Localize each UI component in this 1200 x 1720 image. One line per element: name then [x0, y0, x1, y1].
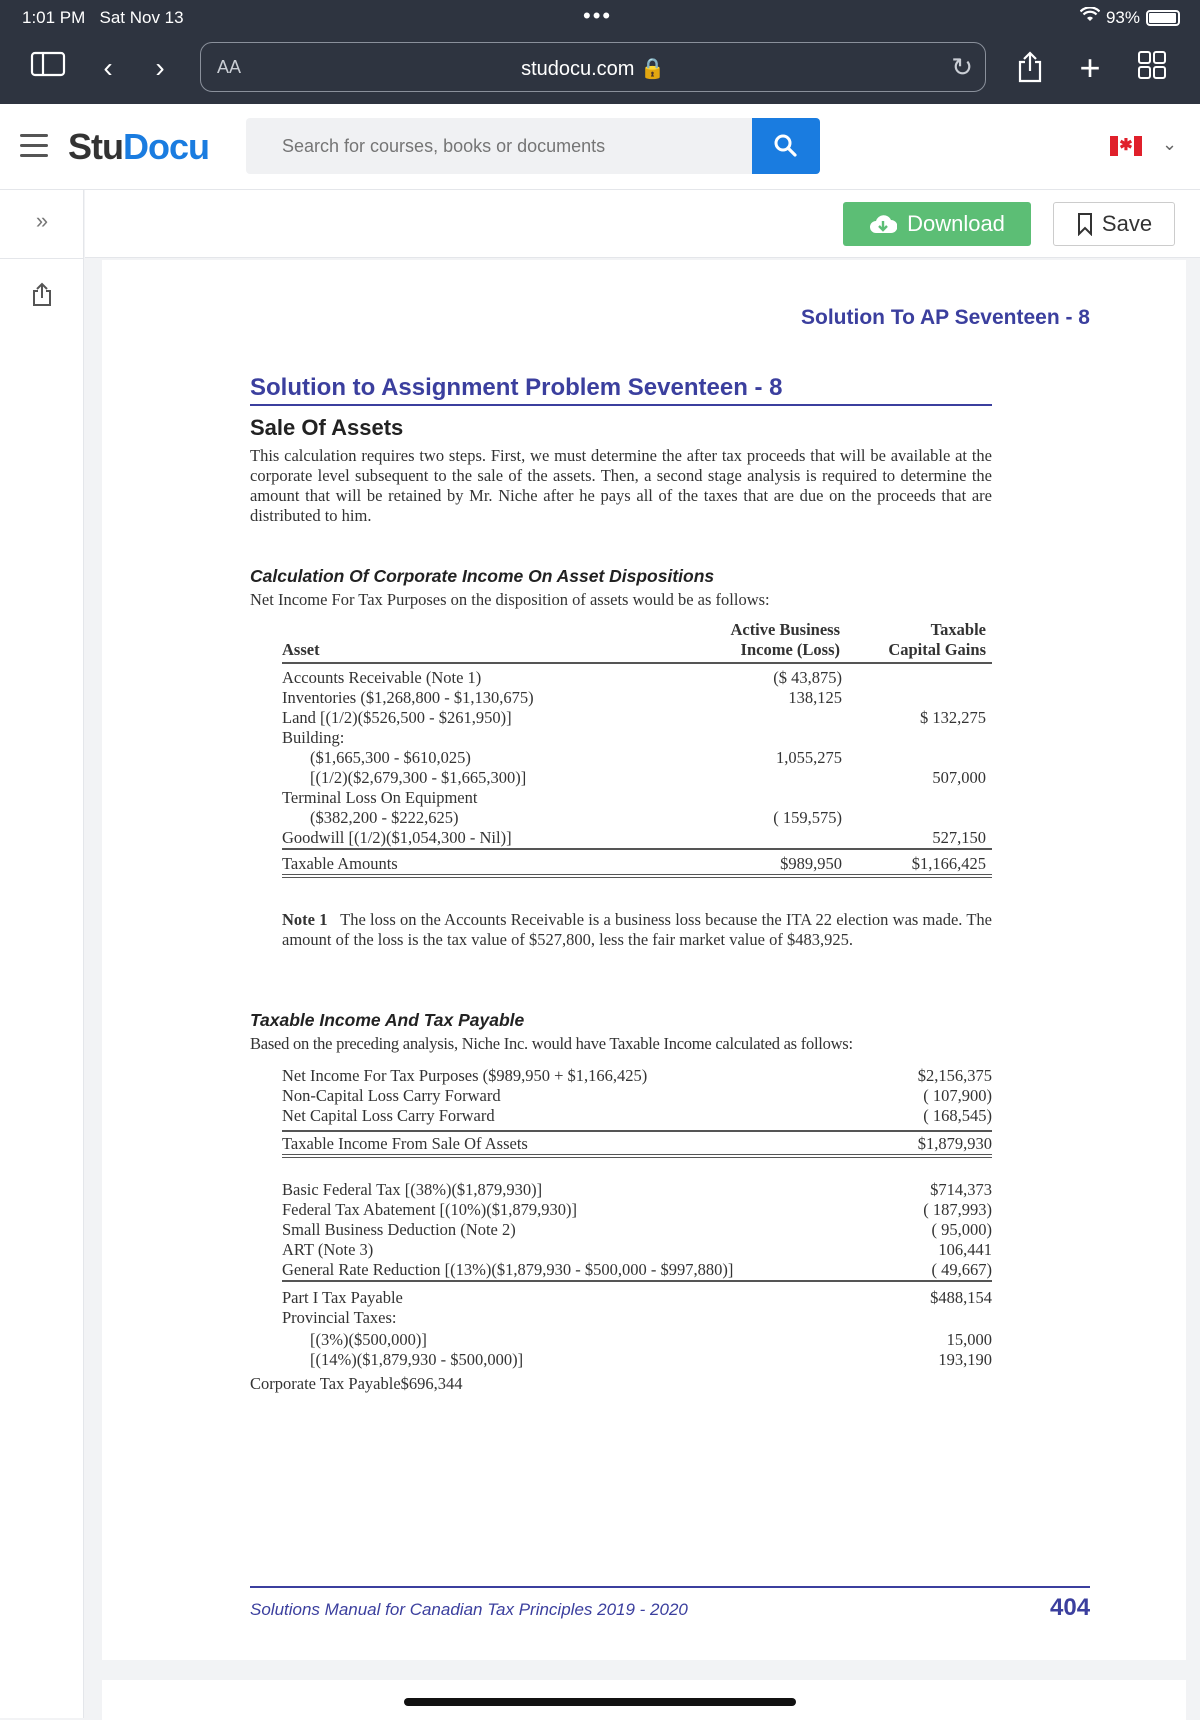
footer-rule [250, 1586, 1090, 1588]
amount-cell: ( 187,993) [923, 1200, 992, 1219]
table-header-active-business: Active Business Income (Loss) [730, 620, 840, 659]
table-row [310, 1350, 992, 1370]
bookmark-icon [1076, 212, 1094, 236]
share-icon[interactable] [1010, 50, 1050, 93]
battery-icon [1146, 10, 1180, 26]
table-row [282, 688, 992, 708]
table-total-rule [282, 848, 992, 850]
section-heading: Sale Of Assets [250, 415, 404, 440]
table-header-asset: Asset [282, 640, 320, 659]
section-heading-taxable-income: Taxable Income And Tax Payable [250, 1010, 525, 1030]
download-button[interactable] [843, 202, 1031, 246]
total-capital-gains: $1,166,425 [911, 854, 986, 873]
table-row [310, 748, 992, 768]
amount-cell: ( 107,900) [923, 1086, 992, 1105]
document-action-bar [85, 190, 1200, 258]
table-total-row [282, 854, 992, 874]
taxable-income-total-row [282, 1134, 992, 1154]
table-row [282, 708, 992, 728]
row-label: Inventories ($1,268,800 - $1,130,675) [282, 688, 534, 707]
expand-sidebar-icon[interactable]: » [35, 208, 49, 233]
amount-cell: ( 49,667) [931, 1260, 992, 1279]
search-box [246, 118, 752, 174]
menu-icon[interactable] [20, 134, 48, 158]
document-page [102, 260, 1186, 1660]
intro-paragraph: This calculation requires two steps. First, we must determine the after tax proceeds that will be available at the corporate level subsequent to the sale of the assets. Then, a second stage analysis is required to determine the amount that will be retained by Mr. Niche after he pays all of the taxes that are due on the proceeds that are distributed to him. [250, 446, 992, 525]
chevron-down-icon[interactable]: ⌄ [1162, 134, 1178, 154]
row-label: Net Income For Tax Purposes ($989,950 + $1,166,425) [282, 1066, 648, 1085]
row-label: Goodwill [(1/2)($1,054,300 - Nil)] [282, 828, 512, 847]
save-label: Save [1101, 211, 1153, 236]
row-label: [(1/2)($2,679,300 - $1,665,300)] [310, 768, 527, 787]
download-label: Download [907, 211, 1005, 236]
row-label: Small Business Deduction (Note 2) [282, 1220, 516, 1239]
ios-status-bar [0, 0, 1200, 36]
table-row [282, 1260, 992, 1280]
table-row [282, 828, 992, 848]
amount-cell: 106,441 [938, 1240, 992, 1259]
row-label: [(14%)($1,879,930 - $500,000)] [310, 1350, 524, 1369]
table-row [282, 1200, 992, 1220]
amount-cell: $488,154 [930, 1288, 992, 1307]
row-label: Land [(1/2)($526,500 - $261,950)] [282, 708, 512, 727]
cloud-download-icon [869, 213, 897, 235]
tabs-overview-icon[interactable] [1132, 50, 1172, 89]
row-label: ART (Note 3) [282, 1240, 374, 1259]
taxable-income-total-label: Taxable Income From Sale Of Assets [282, 1134, 528, 1153]
total-label: Taxable Amounts [282, 854, 398, 873]
back-icon[interactable]: ‹ [103, 52, 113, 83]
capital-gains-cell: $ 132,275 [920, 708, 986, 727]
corporate-tax-payable: Corporate Tax Payable$696,344 [250, 1374, 463, 1393]
multitasking-dots-icon[interactable]: ••• [583, 3, 613, 28]
reader-options-button[interactable]: AA [217, 57, 242, 77]
table-row [310, 768, 992, 788]
row-label: General Rate Reduction [(13%)($1,879,930 - $500,000 - $997,880)] [282, 1260, 734, 1279]
table-row [282, 1066, 992, 1086]
active-business-cell: ( 159,575) [773, 808, 842, 827]
page-number: 404 [1050, 1594, 1091, 1621]
url-text: studocu.com 🔒 [521, 58, 665, 80]
row-label: Provincial Taxes: [282, 1308, 397, 1327]
search-input[interactable] [246, 118, 752, 174]
table-row [282, 788, 992, 808]
lock-icon: 🔒 [640, 58, 665, 80]
row-label: [(3%)($500,000)] [310, 1330, 427, 1349]
table-row [310, 1330, 992, 1350]
table-row [282, 1180, 992, 1200]
save-button[interactable] [1053, 202, 1175, 246]
table-row [282, 1240, 992, 1260]
row-label: ($382,200 - $222,625) [310, 808, 459, 827]
active-business-cell: 138,125 [788, 688, 842, 707]
table-row [310, 808, 992, 828]
row-label: Basic Federal Tax [(38%)($1,879,930)] [282, 1180, 543, 1199]
row-label: Non-Capital Loss Carry Forward [282, 1086, 501, 1105]
forward-icon[interactable]: › [155, 52, 165, 83]
table-row [282, 1308, 992, 1328]
left-sidebar [0, 190, 84, 1718]
row-label: Building: [282, 728, 345, 747]
studocu-logo[interactable]: StuDocu [68, 126, 209, 167]
amount-cell: $714,373 [930, 1180, 992, 1199]
table-header-capital-gains: Taxable Capital Gains [888, 620, 986, 659]
note-1 [282, 910, 992, 950]
table-row [282, 668, 992, 688]
amount-cell: ( 95,000) [931, 1220, 992, 1239]
active-business-cell: ($ 43,875) [773, 668, 842, 687]
share-document-icon[interactable] [0, 282, 84, 315]
note-1-label: Note 1 [282, 910, 328, 929]
capital-gains-cell: 507,000 [932, 768, 986, 787]
table-row [282, 1220, 992, 1240]
taxable-income-rule [282, 1130, 992, 1132]
table-row [282, 1086, 992, 1106]
page-title: Solution to Assignment Problem Seventeen - 8 [250, 374, 992, 406]
amount-cell: 15,000 [946, 1330, 992, 1349]
browser-toolbar [0, 36, 1200, 104]
address-bar[interactable] [200, 42, 986, 92]
document-content [250, 260, 1090, 1660]
search-icon [773, 133, 799, 159]
sidebar-toggle-icon[interactable] [28, 50, 68, 87]
note-1-text: The loss on the Accounts Receivable is a business loss because the ITA 22 election was made. The amount of the loss is the tax value of $527,800, less the fair market value of $483,925. [282, 910, 992, 949]
running-head: Solution To AP Seventeen - 8 [801, 306, 1090, 329]
wifi-icon [1080, 7, 1100, 28]
active-business-cell: 1,055,275 [776, 748, 842, 767]
canada-flag-icon[interactable]: ✱ [1110, 136, 1142, 156]
table-row [282, 728, 992, 748]
table-double-rule [282, 874, 992, 878]
amount-cell: $2,156,375 [917, 1066, 992, 1085]
corporate-tax-payable-row [250, 1374, 992, 1394]
federal-tax-rule [282, 1280, 992, 1282]
section-intro: Net Income For Tax Purposes on the disposition of assets would be as follows: [250, 590, 770, 609]
table-row [282, 1106, 992, 1126]
footer-text: Solutions Manual for Canadian Tax Principles 2019 - 2020 [250, 1600, 688, 1619]
taxable-income-double-rule [282, 1154, 992, 1158]
site-header [0, 104, 1200, 190]
row-label: Part I Tax Payable [282, 1288, 403, 1307]
row-label: Accounts Receivable (Note 1) [282, 668, 482, 687]
status-right [1080, 7, 1180, 28]
row-label: Terminal Loss On Equipment [282, 788, 478, 807]
row-label: Federal Tax Abatement [(10%)($1,879,930)] [282, 1200, 577, 1219]
row-label: ($1,665,300 - $610,025) [310, 748, 471, 767]
section-heading-calculation: Calculation Of Corporate Income On Asset Dispositions [250, 566, 715, 586]
status-time: 1:01 PM Sat Nov 13 [22, 8, 184, 27]
search-button[interactable] [752, 118, 820, 174]
capital-gains-cell: 527,150 [932, 828, 986, 847]
new-tab-icon[interactable]: + [1079, 47, 1101, 88]
total-active-business: $989,950 [780, 854, 842, 873]
table-row [282, 1288, 992, 1308]
sidebar-divider [0, 258, 84, 259]
reload-icon[interactable]: ↻ [951, 52, 973, 82]
battery-percent: 93% [1105, 7, 1140, 27]
row-label: Net Capital Loss Carry Forward [282, 1106, 495, 1125]
section-intro-2: Based on the preceding analysis, Niche Inc. would have Taxable Income calculated as follows: [250, 1034, 853, 1053]
taxable-income-total-amount: $1,879,930 [917, 1134, 992, 1153]
home-indicator[interactable] [404, 1698, 796, 1706]
table-header-rule [282, 662, 992, 664]
amount-cell: 193,190 [938, 1350, 992, 1369]
amount-cell: ( 168,545) [923, 1106, 992, 1125]
